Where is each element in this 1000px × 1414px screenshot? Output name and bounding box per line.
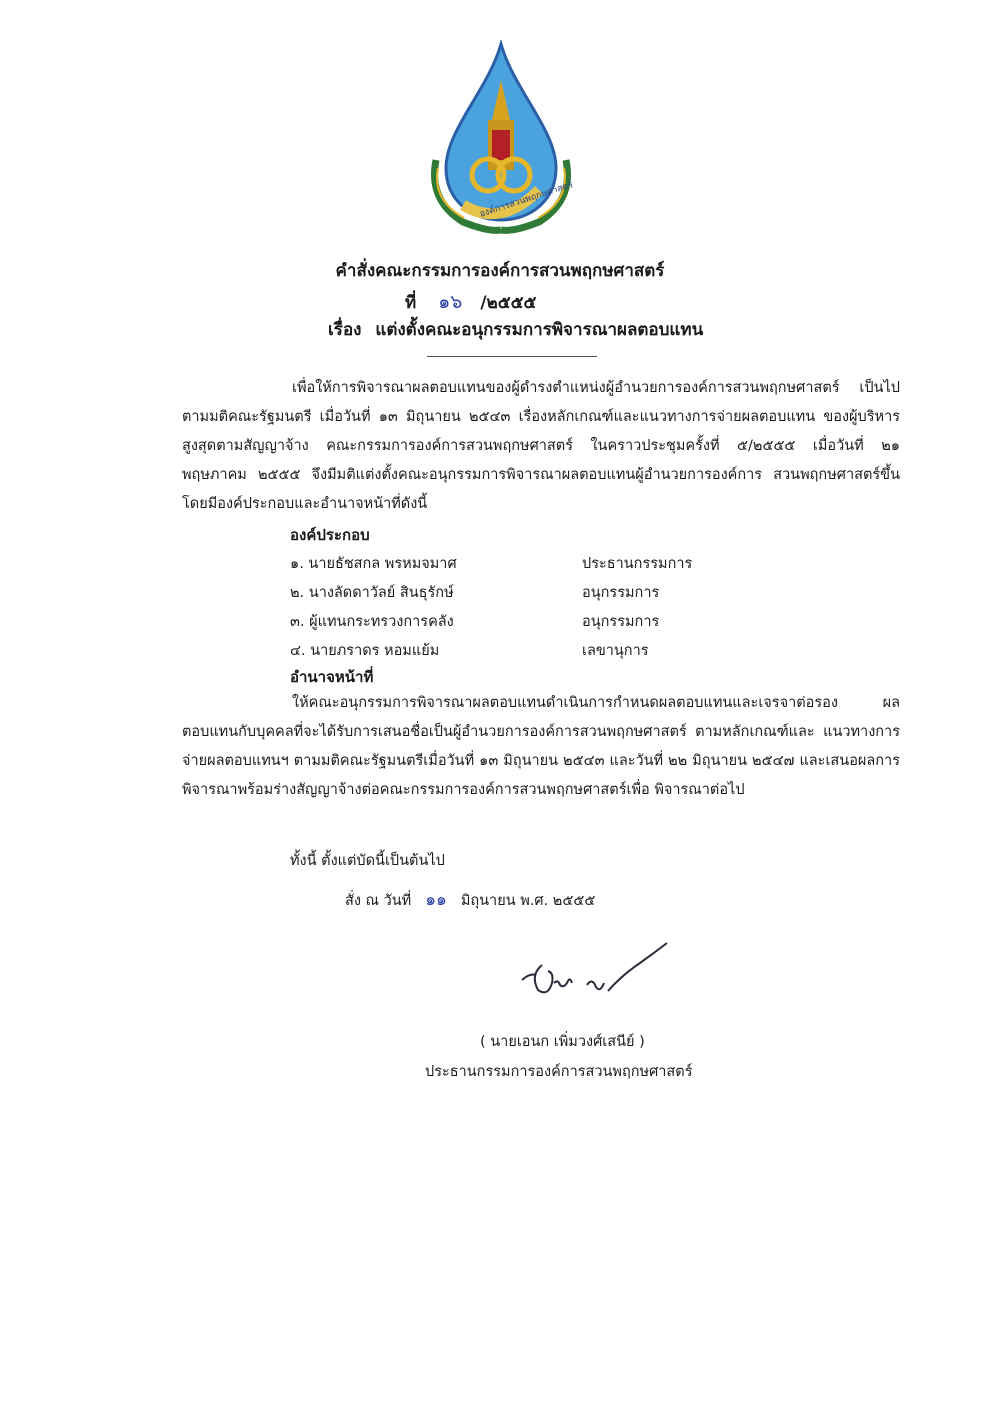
member-name: ๓. ผู้แทนกระทรวงการคลัง [290,614,454,630]
composition-heading: องค์ประกอบ [290,526,370,544]
logo-ribbon-text: องค์การสวนพฤกษศาสตร์ [478,180,575,220]
intro-paragraph [182,374,900,519]
organization-logo [418,40,584,235]
order-title: คำสั่งคณะกรรมการองค์การสวนพฤกษศาสตร์ [335,261,665,281]
member-role: ประธานกรรมการ [582,556,693,572]
order-number: ๑๖ [438,291,463,313]
member-role: เลขานุการ [582,643,649,659]
header-divider [427,356,597,357]
subject-label: เรื่อง [328,320,362,340]
order-number-line [405,287,536,317]
subject-text: แต่งตั้งคณะอนุกรรมการพิจารณาผลตอบแทน [375,320,704,340]
member-role: อนุกรรมการ [582,585,660,601]
intro-text: เพื่อให้การพิจารณาผลตอบแทนของผู้ดำรงตำแหน่งผู้อำนวยการองค์การสวนพฤกษศาสตร์ เป็นไปตามมติคณะรัฐมนตรี เมื่อวันที่ ๑๓ มิถุนายน ๒๕๔๓ เรื่องหลักเกณฑ์และแนวทางการจ่ายผลตอบแทน ของผู้บริหารสูงสุดตามสัญญาจ้าง คณะกรรมการองค์การสวนพฤกษศาสตร์ ในคราวประชุมครั้งที่ ๕/๒๕๕๕ เมื่อวันที่ ๒๑ พฤษภาคม ๒๕๕๕ จึงมีมติแต่งตั้งคณะอนุกรรมการพิจารณาผลตอบแทนผู้อำนวยการองค์การ สวนพฤกษศาสตร์ขึ้น โดยมีองค์ประกอบและอำนาจหน้าที่ดังนี้ [182,380,900,512]
order-day: ๑๑ [425,890,447,910]
effective-statement: ทั้งนี้ ตั้งแต่บัดนี้เป็นต้นไป [290,853,445,869]
duties-paragraph [182,689,900,805]
handwritten-signature [512,935,682,1015]
order-date-suffix: มิถุนายน พ.ศ. ๒๕๕๕ [460,893,596,909]
member-name: ๔. นายภราดร หอมแย้ม [290,643,440,659]
member-row [290,581,890,607]
duties-text: ให้คณะอนุกรรมการพิจารณาผลตอบแทนดำเนินการกำหนดผลตอบแทนและเจรจาต่อรอง ผลตอบแทนกับบุคคลที่จะได้รับการเสนอชื่อเป็นผู้อำนวยการองค์การสวนพฤกษศาสตร์ ตามหลักเกณฑ์และ แนวทางการจ่ายผลตอบแทนฯ ตามมติคณะรัฐมนตรีเมื่อวันที่ ๑๓ มิถุนายน ๒๕๔๓ และวันที่ ๒๒ มิถุนายน ๒๕๔๗ และเสนอผลการพิจารณาพร้อมร่างสัญญาจ้างต่อคณะกรรมการองค์การสวนพฤกษศาสตร์เพื่อ พิจารณาต่อไป [182,695,900,798]
signer-position: ประธานกรรมการองค์การสวนพฤกษศาสตร์ [425,1064,693,1080]
member-row [290,552,890,578]
order-subject [328,316,703,343]
member-name: ๑. นายธัชสกล พรหมจมาศ [290,556,457,572]
member-row [290,610,890,636]
member-name: ๒. นางลัดดาวัลย์ สินธุรักษ์ [290,585,454,601]
signer-name: ( นายเอนก เพิ่มวงศ์เสนีย์ ) [480,1034,645,1050]
duties-heading: อำนาจหน้าที่ [290,668,374,686]
member-role: อนุกรรมการ [582,614,660,630]
order-date [345,886,595,913]
number-prefix: ที่ [405,293,417,313]
order-year: /๒๕๕๕ [480,293,537,313]
member-row [290,639,890,665]
order-date-prefix: สั่ง ณ วันที่ [345,893,412,909]
